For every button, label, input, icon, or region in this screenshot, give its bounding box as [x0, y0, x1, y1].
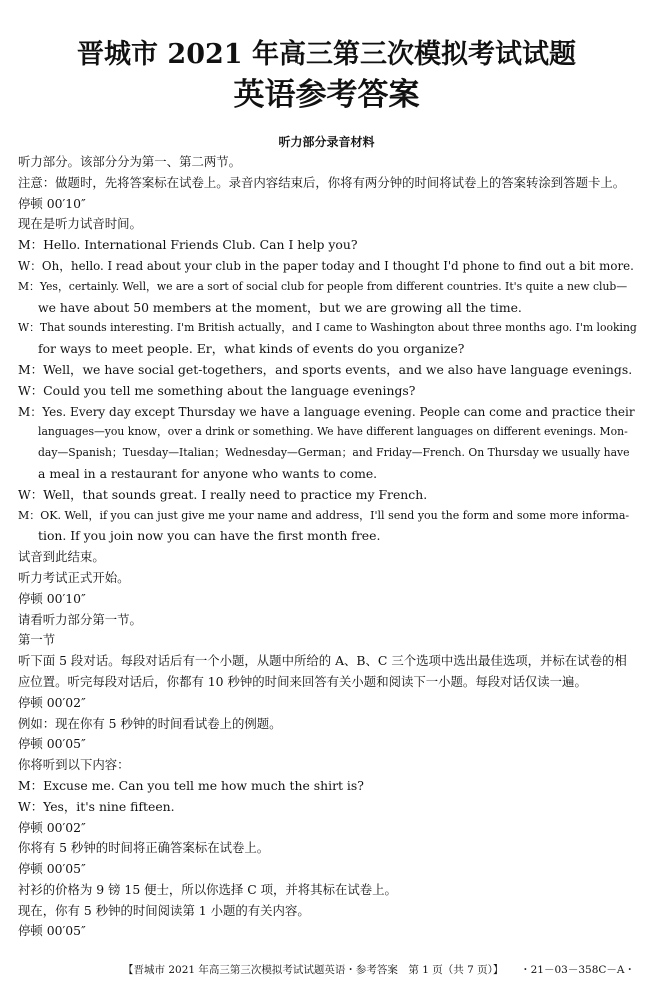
- text-line: 你将听到以下内容：: [18, 757, 130, 773]
- document-subtitle: 英语参考答案: [233, 77, 420, 113]
- subsection-heading: 第一节: [18, 632, 56, 648]
- dialogue-line: W：Could you tell me something about the language evenings?: [18, 382, 416, 398]
- pause-marker: 停顿 00′02″: [18, 819, 86, 835]
- text-line: 试音到此结束。: [18, 549, 105, 565]
- dialogue-line: M：Well，we have social get-togethers，and sports events，and we also have language evenings.: [18, 361, 633, 377]
- dialogue-line: M：OK. Well，if you can just give me your name and address，I'll send you the form and some more informa-: [18, 508, 630, 522]
- dialogue-continuation: for ways to meet people. Er，what kinds of events do you organize?: [38, 341, 465, 357]
- pause-marker: 停顿 00′10″: [18, 590, 86, 606]
- dialogue-continuation: day—Spanish；Tuesday—Italian；Wednesday—German；and Friday—French. On Thursday we usually have: [38, 446, 630, 460]
- dialogue-line: M：Yes. Every day except Thursday we have a language evening. People can come and practice their: [18, 404, 635, 419]
- dialogue-continuation: a meal in a restaurant for anyone who wants to come.: [38, 465, 378, 481]
- page-footer: [0, 963, 653, 977]
- transcript-body: [18, 152, 638, 942]
- dialogue-line: W：Yes，it's nine fifteen.: [18, 798, 175, 814]
- dialogue-continuation: languages—you know，over a drink or something. We have different languages on different evenings. Mon-: [38, 425, 628, 439]
- pause-marker: 停顿 00′05″: [18, 861, 86, 877]
- text-line: 现在，你有 5 秒钟的时间阅读第 1 小题的有关内容。: [18, 902, 310, 918]
- dialogue-line: W：Oh，hello. I read about your club in the paper today and I thought I'd phone to find out a bit more.: [18, 258, 634, 273]
- text-line: 请看听力部分第一节。: [18, 611, 142, 627]
- text-line: 注意：做题时，先将答案标在试卷上。录音内容结束后，你将有两分钟的时间将试卷上的答案转涂到答题卡上。: [18, 174, 626, 190]
- dialogue-continuation: tion. If you join now you can have the first month free.: [38, 528, 381, 544]
- document-title: 晋城市 2021 年高三第三次模拟考试试题: [77, 39, 576, 70]
- dialogue-line: W：Well，that sounds great. I really need to practice my French.: [18, 486, 428, 502]
- footer-text: 【晋城市 2021 年高三第三次模拟考试试题英语・参考答案 第 1 页（共 7 页）】: [123, 964, 499, 976]
- pause-marker: 停顿 00′02″: [18, 694, 86, 710]
- text-line: 你将有 5 秒钟的时间将正确答案标在试卷上。: [18, 840, 270, 856]
- section-heading: 听力部分录音材料: [278, 135, 375, 149]
- pause-marker: 停顿 00′10″: [18, 195, 86, 211]
- dialogue-line: M：Excuse me. Can you tell me how much the shirt is?: [18, 777, 364, 793]
- footer-code: ・21－03－358C－A・: [520, 964, 635, 976]
- instruction-line: 应位置。听完每段对话后，你都有 10 秒钟的时间来回答有关小题和阅读下一小题。每段对话仅读一遍。: [18, 673, 587, 689]
- dialogue-line: M：Hello. International Friends Club. Can I help you?: [18, 237, 358, 253]
- text-line: 听力部分。该部分分为第一、第二两节。: [18, 154, 242, 169]
- dialogue-continuation: we have about 50 members at the moment，but we are growing all the time.: [38, 299, 522, 315]
- text-line: 现在是听力试音时间。: [18, 216, 142, 232]
- dialogue-line: M：Yes，certainly. Well，we are a sort of social club for people from different countries. It's quite a new club—: [18, 279, 628, 293]
- text-line: 例如：现在你有 5 秒钟的时间看试卷上的例题。: [18, 715, 282, 731]
- pause-marker: 停顿 00′05″: [18, 736, 86, 752]
- text-line: 听力考试正式开始。: [18, 569, 130, 585]
- text-line: 衬衫的价格为 9 镑 15 便士，所以你选择 C 项，并将其标在试卷上。: [18, 881, 397, 897]
- pause-marker: 停顿 00′05″: [18, 923, 86, 939]
- dialogue-line: W：That sounds interesting. I'm British actually，and I came to Washington about three months ago. I'm looking: [18, 321, 637, 335]
- instruction-line: 听下面 5 段对话。每段对话后有一个小题，从题中所给的 A、B、C 三个选项中选出最佳选项，并标在试卷的相: [18, 653, 627, 669]
